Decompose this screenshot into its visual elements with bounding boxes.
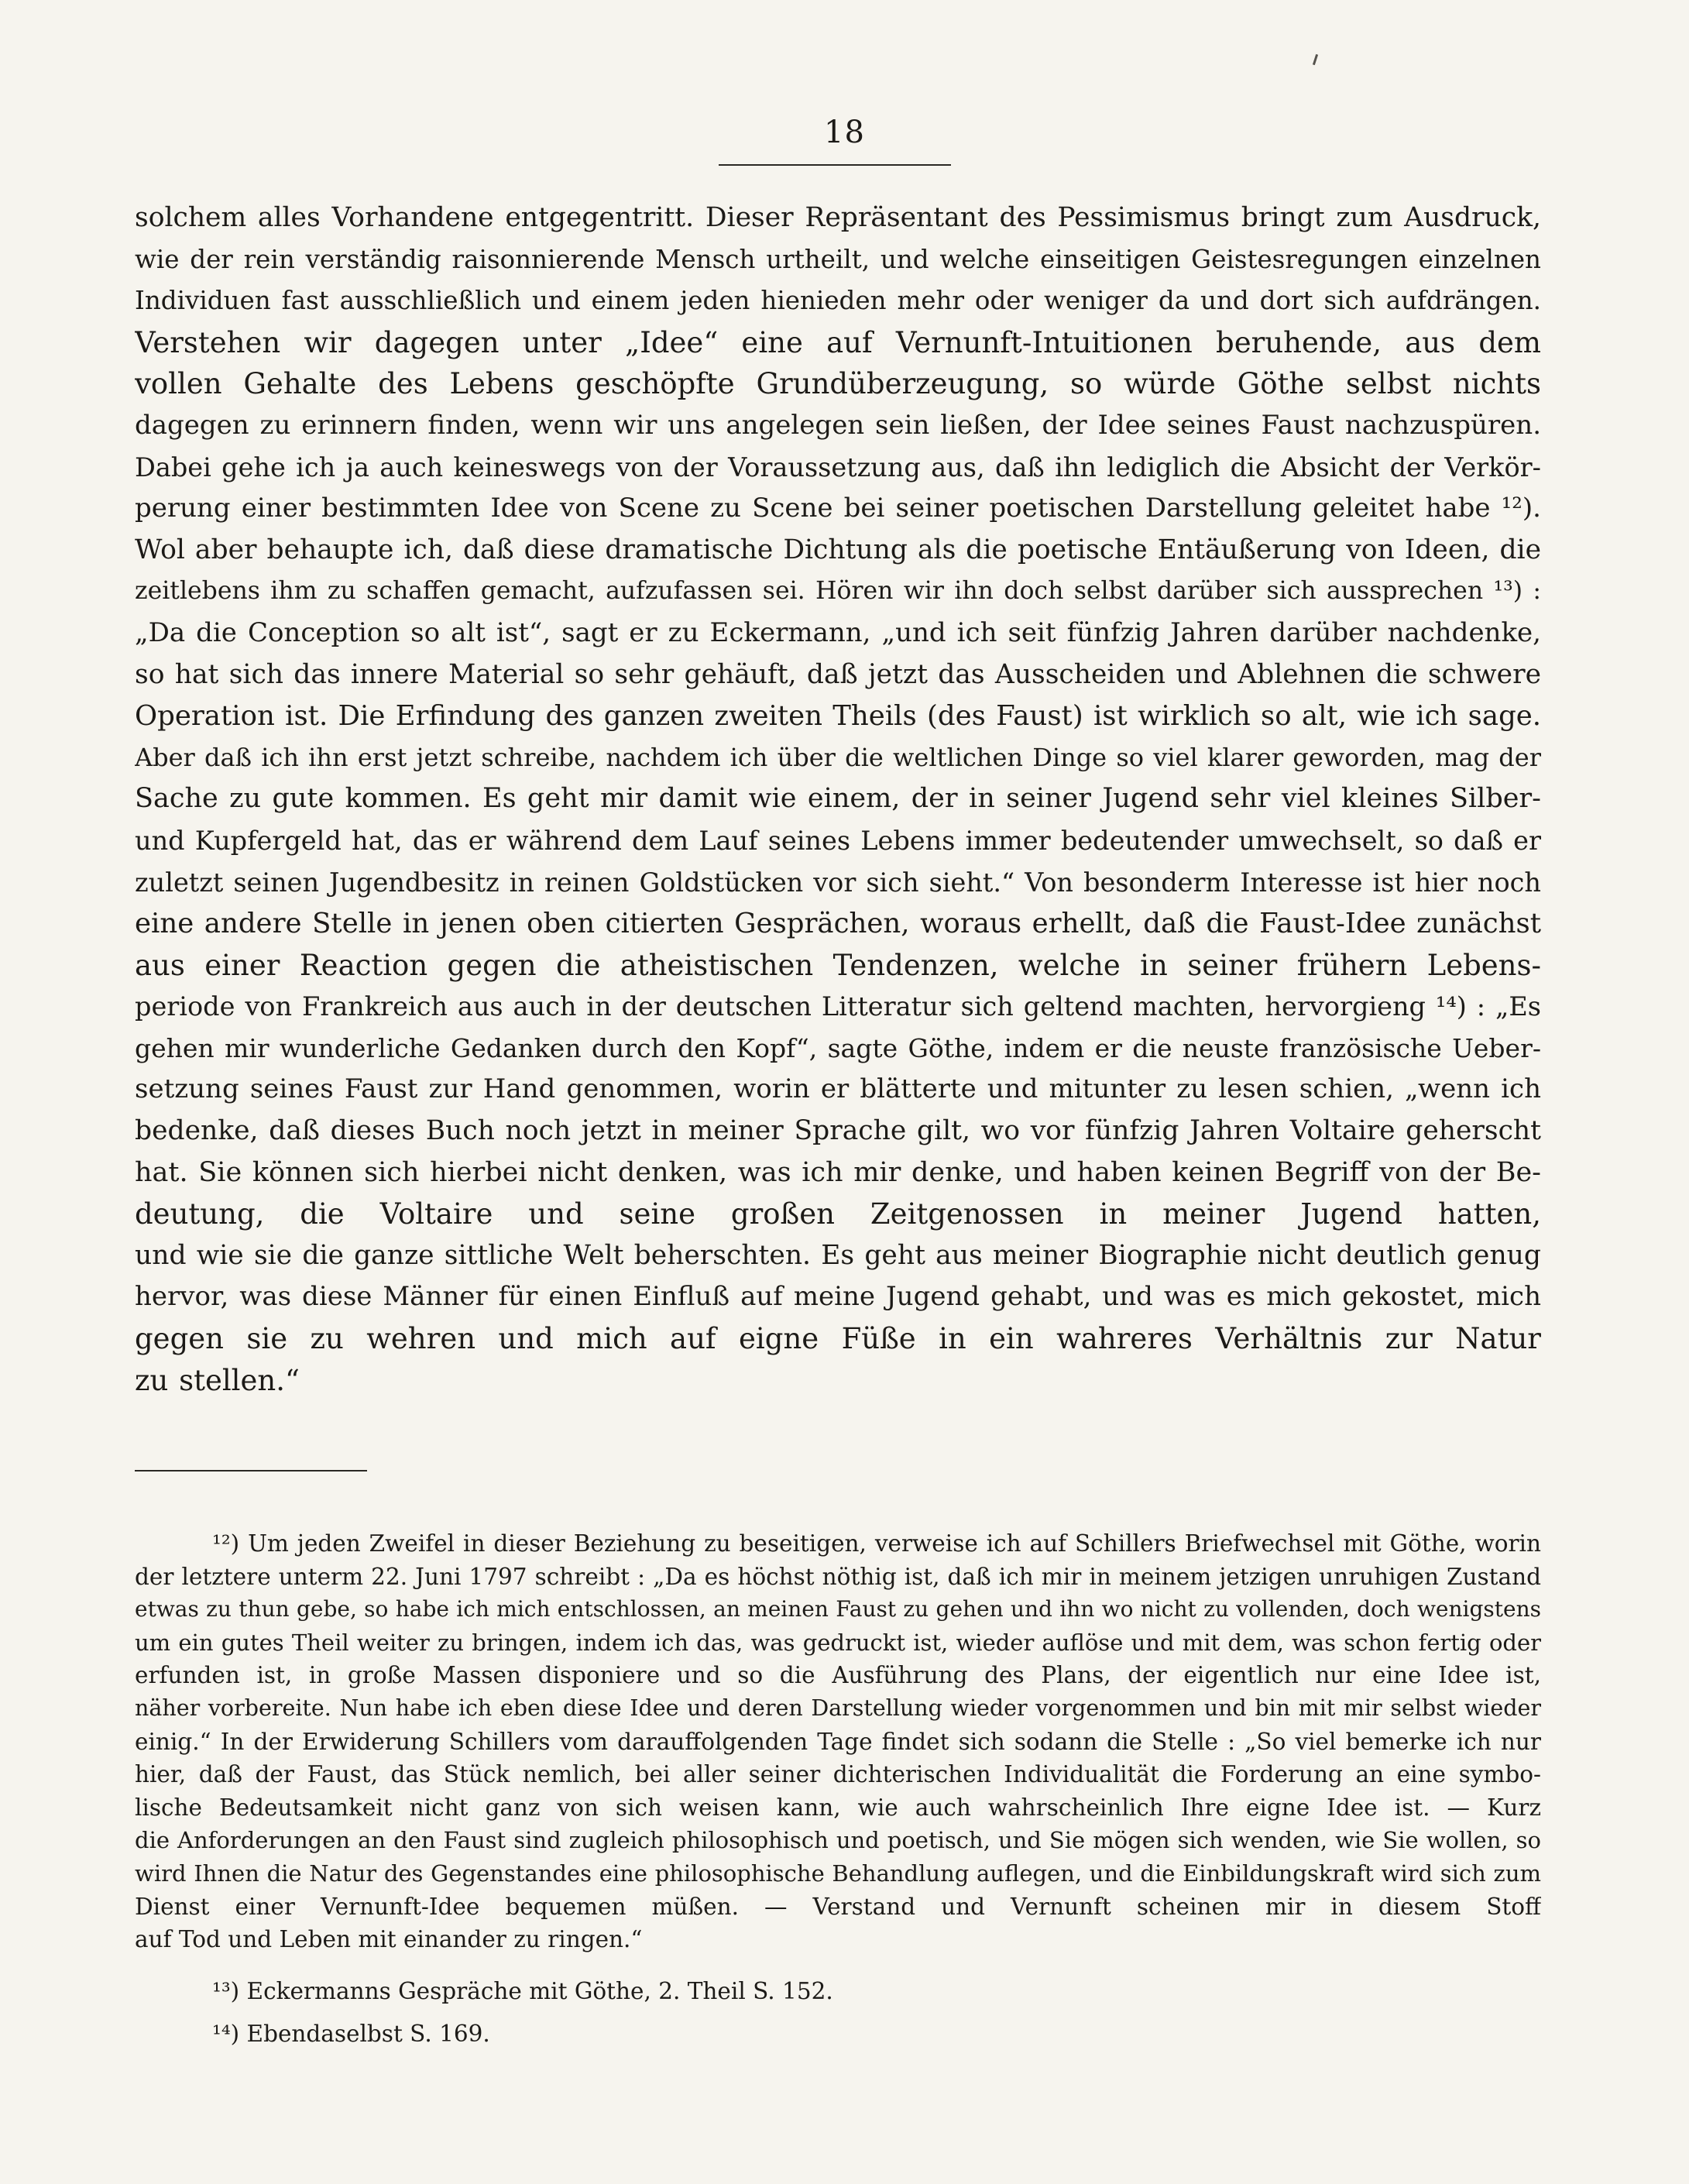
footnote-line: etwas zu thun gebe, so habe ich mich entschlossen, an meinen Faust zu gehen und ihn wo nicht zu vollenden, doch wenigstens [135, 1596, 1541, 1623]
footnote-line: ¹²) Um jeden Zweifel in dieser Beziehung zu beseitigen, verweise ich auf Schillers Briefwechsel mit Göthe, worin [212, 1530, 1541, 1557]
text-line: und wie sie die ganze sittliche Welt beherschten. Es geht aus meiner Biographie nicht deutlich genug [135, 1239, 1541, 1271]
text-line: „Da die Conception so alt ist“, sagt er zu Eckermann, „und ich seit fünfzig Jahren darüber nachdenke, [135, 616, 1541, 648]
text-line: dagegen zu erinnern finden, wenn wir uns angelegen sein ließen, der Idee seines Faust nachzuspüren. [135, 409, 1541, 441]
text-line: Verstehen wir dagegen unter „Idee“ eine auf Vernunft-Intuitionen beruhende, aus dem [135, 325, 1541, 359]
ink-speck [1313, 54, 1318, 65]
footnote-line: näher vorbereite. Nun habe ich eben diese Idee und deren Darstellung wieder vorgenommen und bin mit mir selbst wieder [135, 1695, 1541, 1721]
text-line: Operation ist. Die Erfindung des ganzen zweiten Theils (des Faust) ist wirklich so alt, wie ich sage. [135, 700, 1541, 733]
page-number-rule [719, 164, 951, 166]
text-line: Wol aber behaupte ich, daß diese dramatische Dichtung als die poetische Entäußerung von Ideen, die [135, 534, 1541, 565]
text-line: Dabei gehe ich ja auch keineswegs von der Voraussetzung aus, daß ihn lediglich die Absicht der Verkör- [135, 452, 1541, 482]
footnote-line: lische Bedeutsamkeit nicht ganz von sich weisen kann, wie auch wahrscheinlich Ihre eigne Idee ist. — Kurz [135, 1794, 1541, 1821]
footnote-line: auf Tod und Leben mit einander zu ringen.“ [135, 1926, 643, 1953]
text-line: aus einer Reaction gegen die atheistischen Tendenzen, welche in seiner frühern Lebens- [135, 948, 1541, 982]
text-line: hervor, was diese Männer für einen Einfluß auf meine Jugend gehabt, und was es mich gekostet, mich [135, 1281, 1541, 1313]
text-line: periode von Frankreich aus auch in der deutschen Litteratur sich geltend machten, hervorgieng ¹⁴) : „Es [135, 991, 1541, 1022]
footnote-line: hier, daß der Faust, das Stück nemlich, bei aller seiner dichterischen Individualität die Forderung an eine symbo- [135, 1761, 1541, 1788]
text-line: zuletzt seinen Jugendbesitz in reinen Goldstücken vor sich sieht.“ Von besonderm Interesse ist hier noch [135, 867, 1541, 898]
footnote-line: wird Ihnen die Natur des Gegenstandes eine philosophische Behandlung auflegen, und die Einbildungskraft wird sich zum [135, 1859, 1541, 1887]
text-line: Sache zu gute kommen. Es geht mir damit wie einem, der in seiner Jugend sehr viel kleines Silber- [135, 783, 1541, 815]
text-line: zeitlebens ihm zu schaffen gemacht, aufzufassen sei. Hören wir ihn doch selbst darüber sich aussprechen ¹³) : [135, 577, 1541, 606]
text-line: zu stellen.“ [135, 1363, 300, 1397]
text-line: deutung, die Voltaire und seine großen Zeitgenossen in meiner Jugend hatten, [135, 1197, 1541, 1231]
main-text-block [135, 197, 1541, 1401]
footnote-separator [135, 1470, 367, 1471]
footnote-13: ¹³) Eckermanns Gespräche mit Göthe, 2. Theil S. 152. [212, 1978, 833, 2004]
footnote-line: einig.“ In der Erwiderung Schillers vom darauffolgenden Tage findet sich sodann die Stelle : „So viel bemerke ich nur [135, 1728, 1541, 1755]
footnote-14: ¹⁴) Ebendaselbst S. 169. [212, 2021, 490, 2047]
text-line: und Kupfergeld hat, das er während dem Lauf seines Lebens immer bedeutender umwechselt, so daß er [135, 825, 1541, 856]
text-line: gehen mir wunderliche Gedanken durch den Kopf“, sagte Göthe, indem er die neuste französische Ueber- [135, 1032, 1541, 1063]
text-line: solchem alles Vorhandene entgegentritt. Dieser Repräsentant des Pessimismus bringt zum Ausdruck, [135, 202, 1541, 233]
text-line: Aber daß ich ihn erst jetzt schreibe, nachdem ich über die weltlichen Dinge so viel klarer geworden, mag der [135, 742, 1541, 772]
text-line: hat. Sie können sich hierbei nicht denken, was ich mir denke, und haben keinen Begriff von der Be- [135, 1156, 1541, 1188]
footnote-line: der letztere unterm 22. Juni 1797 schreibt : „Da es höchst nöthig ist, daß ich mir in meinem jetzigen unruhigen Zustand [135, 1563, 1541, 1590]
text-line: eine andere Stelle in jenen oben citierten Gesprächen, woraus erhellt, daß die Faust-Idee zunächst [135, 908, 1541, 940]
text-line: setzung seines Faust zur Hand genommen, worin er blätterte und mitunter zu lesen schien, „wenn ich [135, 1073, 1541, 1105]
footnote-line: erfunden ist, in große Massen disponiere und so die Ausführung des Plans, der eigentlich nur eine Idee ist, [135, 1662, 1541, 1689]
footnote-line: um ein gutes Theil weiter zu bringen, indem ich das, was gedruckt ist, wieder auflöse und mit dem, was schon fertig oder [135, 1629, 1541, 1656]
text-line: gegen sie zu wehren und mich auf eigne Füße in ein wahreres Verhältnis zur Natur [135, 1322, 1541, 1356]
page-number: 18 [824, 115, 865, 150]
text-line: wie der rein verständig raisonnierende Mensch urtheilt, und welche einseitigen Geistesregungen einzelnen [135, 244, 1541, 274]
footnote-line: die Anforderungen an den Faust sind zugleich philosophisch und poetisch, und Sie mögen sich wenden, wie Sie wollen, so [135, 1827, 1541, 1854]
text-line: so hat sich das innere Material so sehr gehäuft, daß jetzt das Ausscheiden und Ablehnen die schwere [135, 658, 1541, 690]
footnote-12 [135, 1527, 1541, 1956]
footnote-line: Dienst einer Vernunft-Idee bequemen müßen. — Verstand und Vernunft scheinen mir in diesem Stoff [135, 1893, 1541, 1920]
text-line: vollen Gehalte des Lebens geschöpfte Grundüberzeugung, so würde Göthe selbst nichts [135, 367, 1541, 401]
text-line: Individuen fast ausschließlich und einem jeden hienieden mehr oder weniger da und dort sich aufdrängen. [135, 286, 1541, 316]
text-line: perung einer bestimmten Idee von Scene zu Scene bei seiner poetischen Darstellung geleitet habe ¹²). [135, 493, 1541, 524]
text-line: bedenke, daß dieses Buch noch jetzt in meiner Sprache gilt, wo vor fünfzig Jahren Voltaire geherscht [135, 1115, 1541, 1147]
